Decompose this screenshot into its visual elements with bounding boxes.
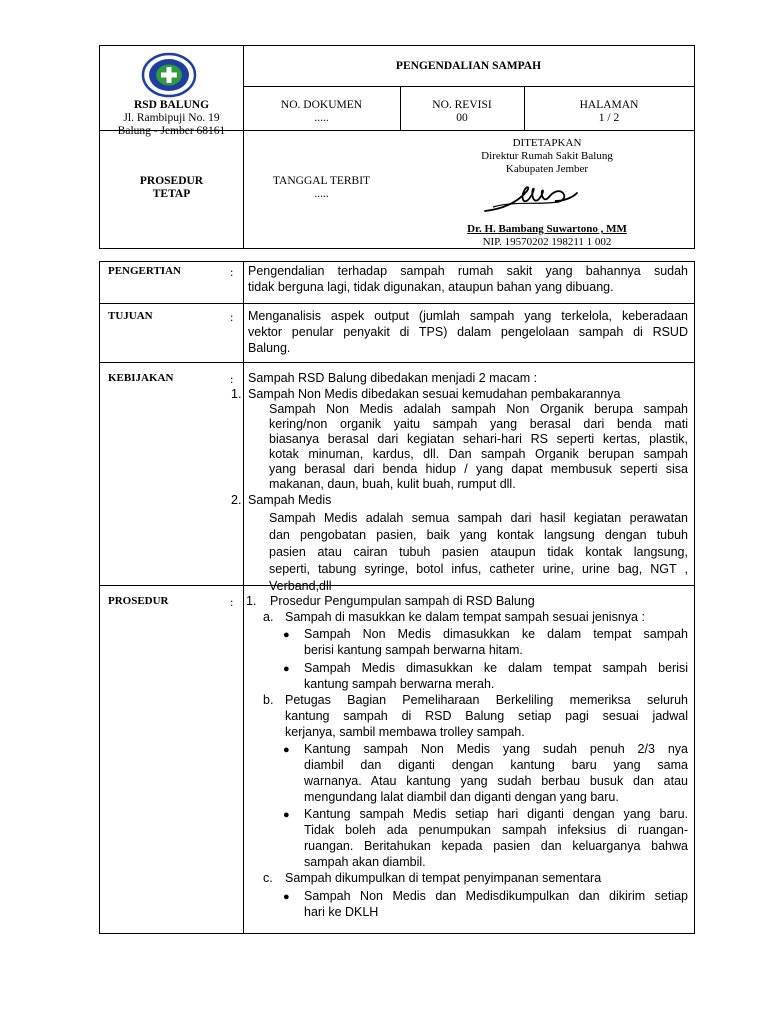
prosedur-a-bullet2-line1: Sampah Medis dimasukkan ke dalam tempat sampah berisi (304, 661, 688, 675)
prosedur-a-bullet2-line2: kantung sampah berwarna merah. (304, 677, 495, 691)
tujuan-text-line2: vektor penular penyakit di TPS) dalam pengelolaan sampah di RSUD (248, 325, 688, 339)
kebijakan-item1-number: 1. (231, 387, 242, 401)
no-dokumen-label: NO. DOKUMEN (280, 99, 363, 111)
document-body-table (99, 261, 695, 934)
prosedur-b-bullet2: ● (283, 809, 290, 821)
no-revisi-value: 00 (456, 112, 468, 124)
kebijakan-item2-line4: seperti, tabung syringe, botol infus, catheter urine, urine bag, NGT , (269, 562, 688, 576)
kebijakan-intro: Sampah RSD Balung dibedakan menjadi 2 macam : (248, 371, 538, 385)
hospital-address-line2: Balung - Jember 68161 (117, 125, 226, 137)
prosedur-b-letter: b. (263, 693, 274, 707)
kebijakan-item1-title: Sampah Non Medis dibedakan sesuai kemudahan pembakarannya (248, 387, 621, 401)
kabupaten-label: Kabupaten Jember (505, 163, 589, 175)
no-revisi-label: NO. REVISI (432, 99, 492, 111)
prosedur-b-line3: kerjanya, sambil membawa trolley sampah. (285, 725, 525, 739)
kebijakan-item2-title: Sampah Medis (248, 493, 332, 507)
prosedur-b-bullet2-line3: ruangan. Beritahukan kepada pasien dan keluarganya bahwa (304, 839, 688, 853)
hospital-address-line1: Jl. Rambipuji No. 19 (123, 112, 220, 124)
prosedur-b-bullet2-line4: sampah akan diambil. (304, 855, 426, 869)
prosedur-c-bullet1-line1: Sampah Non Medis dan Medisdikumpulkan dan dikirim setiap (304, 889, 688, 903)
halaman-label: HALAMAN (579, 99, 639, 111)
prosedur-1-number: 1. (246, 594, 257, 608)
ditetapkan-label: DITETAPKAN (512, 137, 582, 149)
prosedur-a-letter: a. (263, 610, 274, 624)
pengertian-text-line2: tidak berguna lagi, tidak digunakan, ataupun bahan yang dibuang. (248, 280, 614, 294)
signer-nip: NIP. 19570202 198211 1 002 (482, 236, 612, 248)
pengertian-colon: : (230, 265, 234, 279)
kebijakan-item2-line3: pasien atau cairan tubuh pasien ataupun tidak kontak langsung, (269, 545, 688, 559)
doc-type-line1: PROSEDUR (139, 175, 204, 187)
signature-icon (483, 181, 579, 217)
prosedur-a-text: Sampah di masukkan ke dalam tempat sampah sesuai jenisnya : (285, 610, 645, 624)
prosedur-c-bullet1-line2: hari ke DKLH (304, 905, 379, 919)
prosedur-a-bullet2: ● (283, 663, 290, 675)
kebijakan-item1-line1: Sampah Non Medis adalah sampah Non Organik berupa sampah (269, 402, 688, 416)
prosedur-a-bullet1-line2: berisi kantung sampah berwarna hitam. (304, 643, 523, 657)
document-title: PENGENDALIAN SAMPAH (395, 60, 542, 72)
prosedur-c-text: Sampah dikumpulkan di tempat penyimpanan sementara (285, 871, 602, 885)
kebijakan-label: KEBIJAKAN (108, 372, 174, 384)
kebijakan-item2-line2: dan pengobatan pasien, baik yang kontak langsung dengan tubuh (269, 528, 688, 542)
prosedur-b-bullet2-line1: Kantung sampah Medis setiap hari diganti dengan yang baru. (304, 807, 688, 821)
no-dokumen-value: ..... (314, 112, 329, 124)
tanggal-terbit-label: TANGGAL TERBIT (272, 175, 371, 187)
hospital-logo-icon (141, 52, 197, 98)
prosedur-b-bullet1-line3: warnanya. Atau kantung yang sudah berbau busuk dan atau (304, 774, 688, 788)
pengertian-text-line1: Pengendalian terhadap sampah rumah sakit yang bahannya sudah (248, 264, 688, 278)
prosedur-b-bullet1-line2: diambil dan diganti dengan kantung baru yang sama (304, 758, 688, 772)
prosedur-colon: : (230, 595, 234, 609)
document-header-table (99, 45, 695, 249)
doc-type-line2: TETAP (152, 188, 191, 200)
prosedur-b-line1: Petugas Bagian Pemeliharaan Berkeliling memeriksa seluruh (285, 693, 688, 707)
prosedur-b-bullet1-line4: mengundang lalat diambil dan diganti dengan yang baru. (304, 790, 619, 804)
halaman-value: 1 / 2 (598, 112, 620, 124)
direktur-title: Direktur Rumah Sakit Balung (481, 150, 613, 162)
kebijakan-item2-number: 2. (231, 493, 242, 507)
tujuan-text-line3: Balung. (248, 341, 291, 355)
kebijakan-item1-line3: biasanya berasal dari kegiatan sehari-hari RS seperti kertas, plastik, (269, 432, 688, 446)
prosedur-b-bullet1-line1: Kantung sampah Non Medis yang sudah penuh 2/3 nya (304, 742, 688, 756)
prosedur-a-bullet1: ● (283, 629, 290, 641)
kebijakan-item1-line4: kotak minuman, kardus, dll. Dan sampah Organik berupan sampah (269, 447, 688, 461)
prosedur-c-bullet1: ● (283, 891, 290, 903)
tujuan-label: TUJUAN (108, 310, 153, 322)
tujuan-text-line1: Menganalisis aspek output (jumlah sampah yang terkelola, keberadaan (248, 309, 688, 323)
hospital-name: RSD BALUNG (133, 99, 210, 111)
kebijakan-item2-line1: Sampah Medis adalah semua sampah dari hasil kegiatan perawatan (269, 511, 688, 525)
prosedur-label: PROSEDUR (108, 595, 169, 607)
prosedur-b-line2: kantung sampah di RSD Balung setiap pagi sesuai jadwal (285, 709, 688, 723)
prosedur-b-bullet1: ● (283, 744, 290, 756)
prosedur-a-bullet1-line1: Sampah Non Medis dimasukkan ke dalam tempat sampah (304, 627, 688, 641)
kebijakan-item1-line5: yang berasal dari benda hidup / yang dapat membusuk seperti sisa (269, 462, 688, 476)
prosedur-1-title: Prosedur Pengumpulan sampah di RSD Balung (270, 594, 535, 608)
tanggal-terbit-value: ..... (314, 188, 329, 200)
prosedur-c-letter: c. (263, 871, 273, 885)
kebijakan-item1-line6: makanan, daun, buah, kulit buah, rumput dll. (269, 477, 516, 491)
prosedur-b-bullet2-line2: Tidak boleh ada penumpukan sampah infeksius di ruangan- (304, 823, 688, 837)
tujuan-colon: : (230, 310, 234, 324)
pengertian-label: PENGERTIAN (108, 265, 181, 277)
signer-name: Dr. H. Bambang Suwartono , MM (467, 223, 627, 235)
kebijakan-item2-line5: Verband,dll (269, 579, 332, 593)
kebijakan-item1-line2: kering/non organik yaitu sampah yang berasal dari benda mati (269, 417, 688, 431)
kebijakan-colon: : (230, 372, 234, 386)
